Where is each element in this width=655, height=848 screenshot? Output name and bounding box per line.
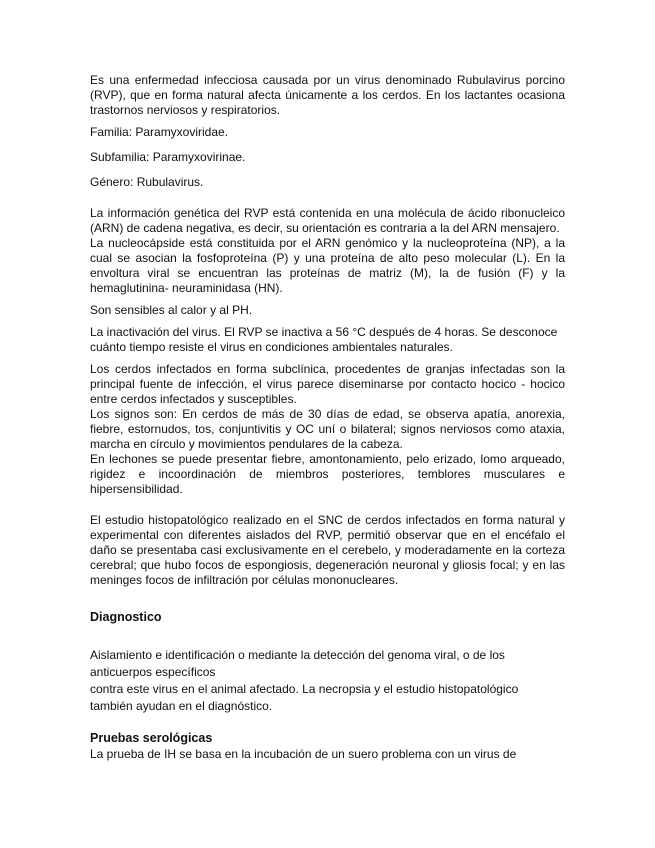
infectados-paragraph: Los cerdos infectados en forma subclínica, procedentes de granjas infectadas son la principal fuente de infección, el virus parece diseminarse por contacto hocico - hocico entre cerdos infectados y susceptibles. [90,362,565,406]
lechones-paragraph: En lechones se puede presentar fiebre, amontonamiento, pelo erizado, lomo arqueado, rigidez e incoordinación de miembros posteriores, temblores musculares e hipersensibilidad. [90,452,565,496]
diagnostico-heading: Diagnostico [90,610,162,624]
diagnostico-line-2: anticuerpos específicos [90,665,216,679]
diagnostico-line-1: Aislamiento e identificación o mediante la detección del genoma viral, o de los [90,648,505,662]
pruebas-line: La prueba de IH se basa en la incubación de un suero problema con un virus de [90,747,517,761]
familia-line: Familia: Paramyxoviridae. [90,125,229,139]
diagnostico-line-3: contra este virus en el animal afectado. La necropsia y el estudio histopatológico [90,682,519,696]
nucleocapside-paragraph: La nucleocápside está constituida por el ARN genómico y la nucleoproteína (NP), a la cual se asocian la fosfoproteína (P) y una proteína de alto peso molecular (L). En la envoltura viral se encuentran las proteínas de matriz (M), la de fusión (F) y la hemaglutinina- neuraminidasa (HN). [90,236,565,295]
diagnostico-line-4: también ayudan en el diagnóstico. [90,699,273,713]
signos-paragraph: Los signos son: En cerdos de más de 30 días de edad, se observa apatía, anorexia, fiebre, estornudos, tos, conjuntivitis y OC uní o bilateral; signos nerviosos como ataxia, marcha en círculo y movimientos pendulares de la cabeza. [90,407,565,451]
document-page [90,73,565,763]
histopatologico-paragraph: El estudio histopatológico realizado en el SNC de cerdos infectados en forma natural y experimental con diferentes aislados del RVP, permitió observar que en el encéfalo el daño se presentaba casi exclusivamente en el cerebelo, y moderadamente en la corteza cerebral; que hubo focos de espongiosis, degeneración neuronal y gliosis focal; y en las meninges focos de infiltración por células mononucleares. [90,513,565,587]
inactivacion-paragraph: La inactivación del virus. El RVP se inactiva a 56 °C después de 4 horas. Se desconoce cuánto tiempo resiste el virus en condiciones ambientales naturales. [90,325,558,354]
pruebas-heading: Pruebas serológicas [90,731,213,745]
subfamilia-line: Subfamilia: Paramyxovirinae. [90,150,246,164]
intro-paragraph: Es una enfermedad infecciosa causada por un virus denominado Rubulavirus porcino (RVP), que en forma natural afecta únicamente a los cerdos. En los lactantes ocasiona trastornos nerviosos y respiratorios. [90,73,565,117]
genero-line: Género: Rubulavirus. [90,175,204,189]
info-genetica-paragraph: La información genética del RVP está contenida en una molécula de ácido ribonucleico (ARN) de cadena negativa, es decir, su orientación es contraria a la del ARN mensajero. [90,206,565,235]
sensibles-line: Son sensibles al calor y al PH. [90,303,253,317]
